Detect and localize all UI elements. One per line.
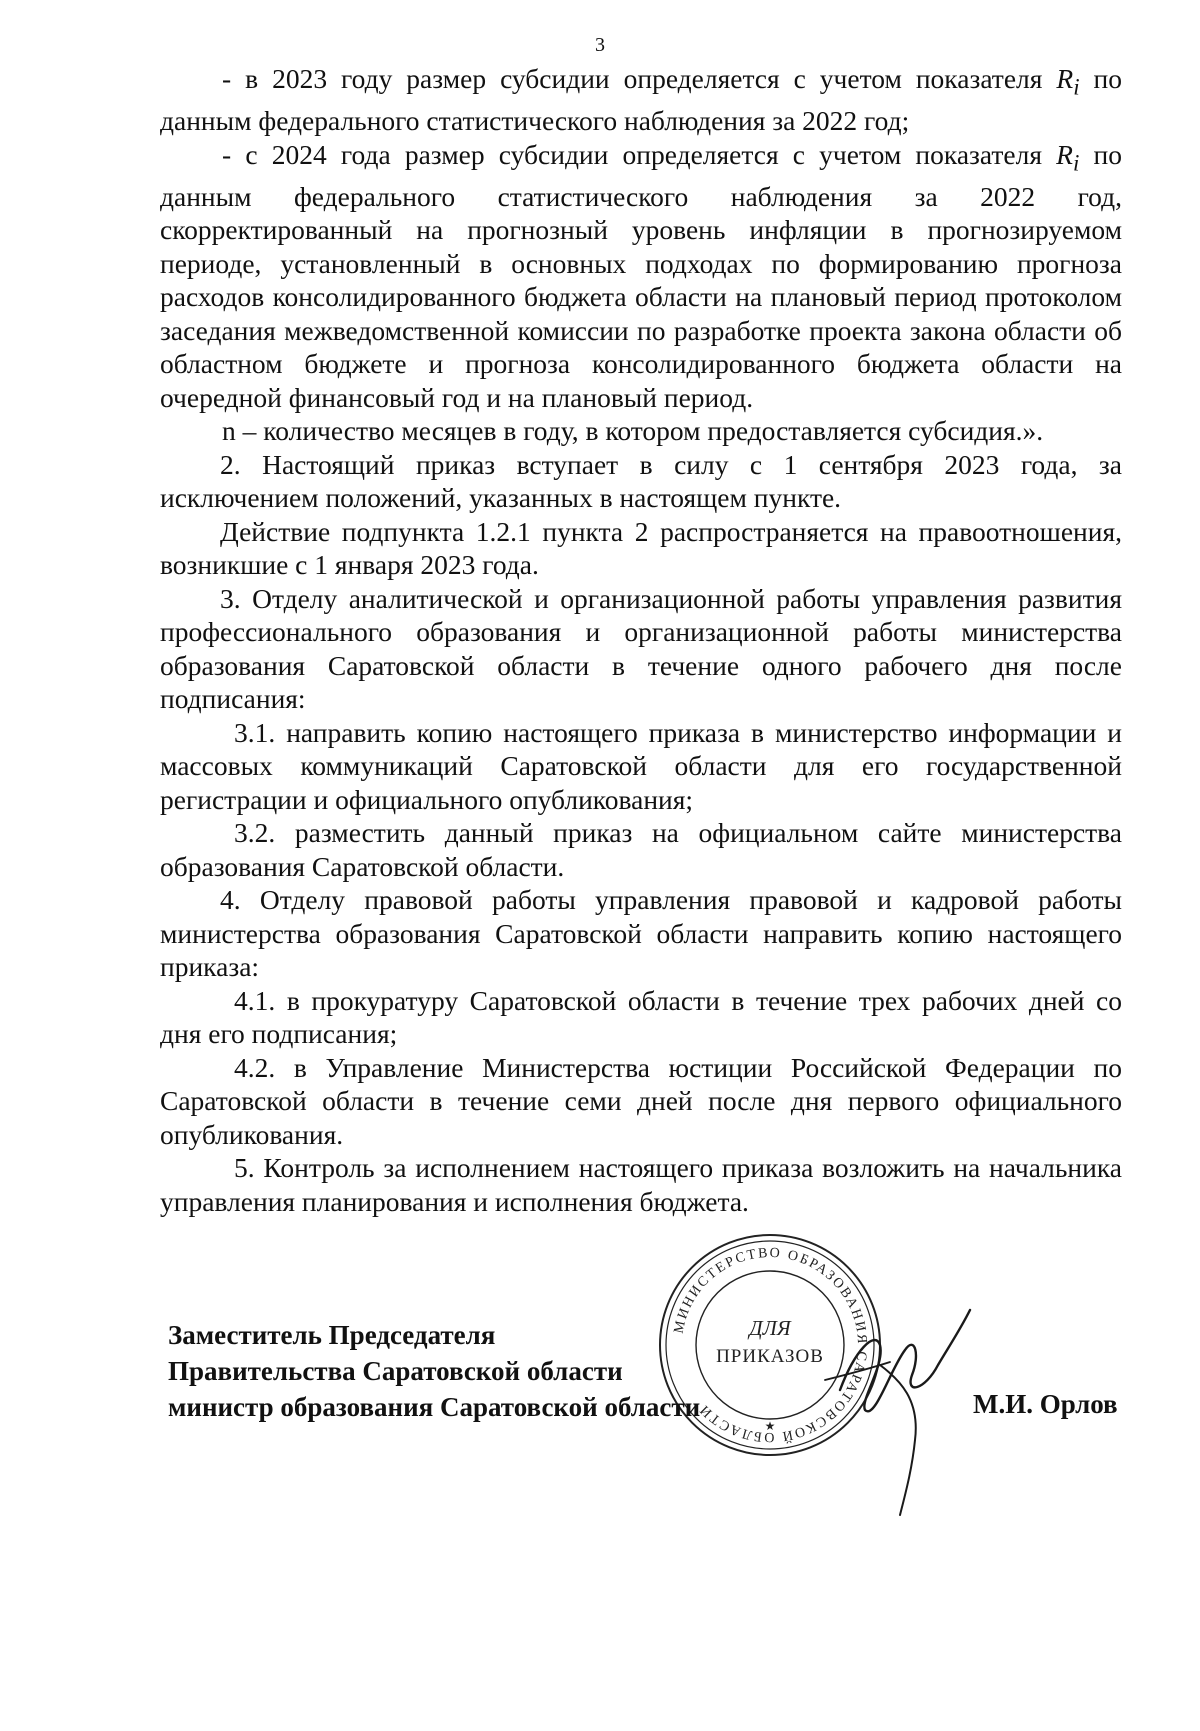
paragraph-item-4: 4. Отделу правовой работы управления правовой и кадровой работы министерства образования Саратовской области направить копию настоящего приказа:: [160, 884, 1122, 982]
handwritten-signature: [820, 1270, 990, 1520]
stamp-ring-textpath: МИНИСТЕРСТВО ОБРАЗОВАНИЯ САРАТОВСКОЙ ОБЛАСТИ: [671, 1245, 870, 1445]
paragraph-item-3: 3. Отделу аналитической и организационной работы управления развития профессионального образования и организационной работы министерства образования Саратовской области в течение одного рабочего дня после подписания:: [160, 582, 1122, 714]
stamp-center-line2: ПРИКАЗОВ: [716, 1346, 824, 1367]
signatory-title-line2: Правительства Саратовской области: [168, 1356, 623, 1386]
paragraph-2023-subsidy: [160, 62, 1122, 138]
paragraph-text: по данным федерального статистического наблюдения за 2022 год, скорректированный на прогнозный уровень инфляции в прогнозируемом периоде, установленный в основных подходах по формированию прогноза расходов консолидированного бюджета области на плановый период протоколом заседания межведомственной комиссии по разработке проекта закона области об областном бюджете и прогноза консолидированного бюджета области на очередной финансовый год и на плановый период.: [160, 138, 1122, 413]
paragraph-item-2: 2. Настоящий приказ вступает в силу с 1 сентября 2023 года, за исключением положений, указанных в настоящем пункте.: [160, 448, 1122, 513]
paragraph-text: - с 2024 года размер субсидии определяется с учетом показателя: [222, 138, 1057, 170]
indicator-symbol: [1056, 138, 1080, 175]
paragraph-text: - в 2023 году размер субсидии определяется с учетом показателя: [222, 63, 1057, 94]
document-body: [160, 62, 1122, 1218]
paragraph-item-4-1: 4.1. в прокуратуру Саратовской области в течение трех рабочих дней со дня его подписания;: [160, 984, 1122, 1049]
paragraph-item-4-2: 4.2. в Управление Министерства юстиции Российской Федерации по Саратовской области в течение семи дней после дня первого официального опубликования.: [160, 1051, 1122, 1150]
page-number: 3: [595, 34, 605, 56]
signatory-title-line3: министр образования Саратовской области: [168, 1392, 701, 1422]
indicator-subscript: i: [1072, 150, 1080, 175]
paragraph-effect: Действие подпункта 1.2.1 пункта 2 распространяется на правоотношения, возникшие с 1 января 2023 года.: [160, 515, 1122, 580]
paragraph-item-5: 5. Контроль за исполнением настоящего приказа возложить на начальника управления планирования и исполнения бюджета.: [160, 1152, 1122, 1217]
indicator-letter: R: [1056, 63, 1074, 94]
paragraph-months: n – количество месяцев в году, в котором предоставляется субсидия.».: [222, 415, 1044, 446]
indicator-subscript: i: [1073, 74, 1080, 100]
indicator-symbol: [1056, 63, 1080, 100]
indicator-letter: R: [1056, 138, 1073, 170]
stamp-center-line1: ДЛЯ: [749, 1316, 791, 1340]
signature-stroke-main: [840, 1310, 970, 1411]
paragraph-text: по данным федерального статистического наблюдения за 2022 год;: [160, 63, 1122, 136]
stamp-star-icon: ★: [764, 1419, 776, 1433]
signatory-block: [168, 1317, 700, 1425]
paragraph-item-3-2: 3.2. разместить данный приказ на официальном сайте министерства образования Саратовской области.: [160, 817, 1122, 882]
signature-stroke-cross: [825, 1362, 890, 1380]
signatory-title-line1: Заместитель Председателя: [168, 1320, 496, 1350]
signatory-name: М.И. Орлов: [973, 1389, 1118, 1419]
paragraph-item-3-1: 3.1. направить копию настоящего приказа в министерство информации и массовых коммуникаций Саратовской области для его государственной регистрации и официального опубликования;: [160, 716, 1122, 815]
paragraph-2024-subsidy: [160, 138, 1122, 415]
